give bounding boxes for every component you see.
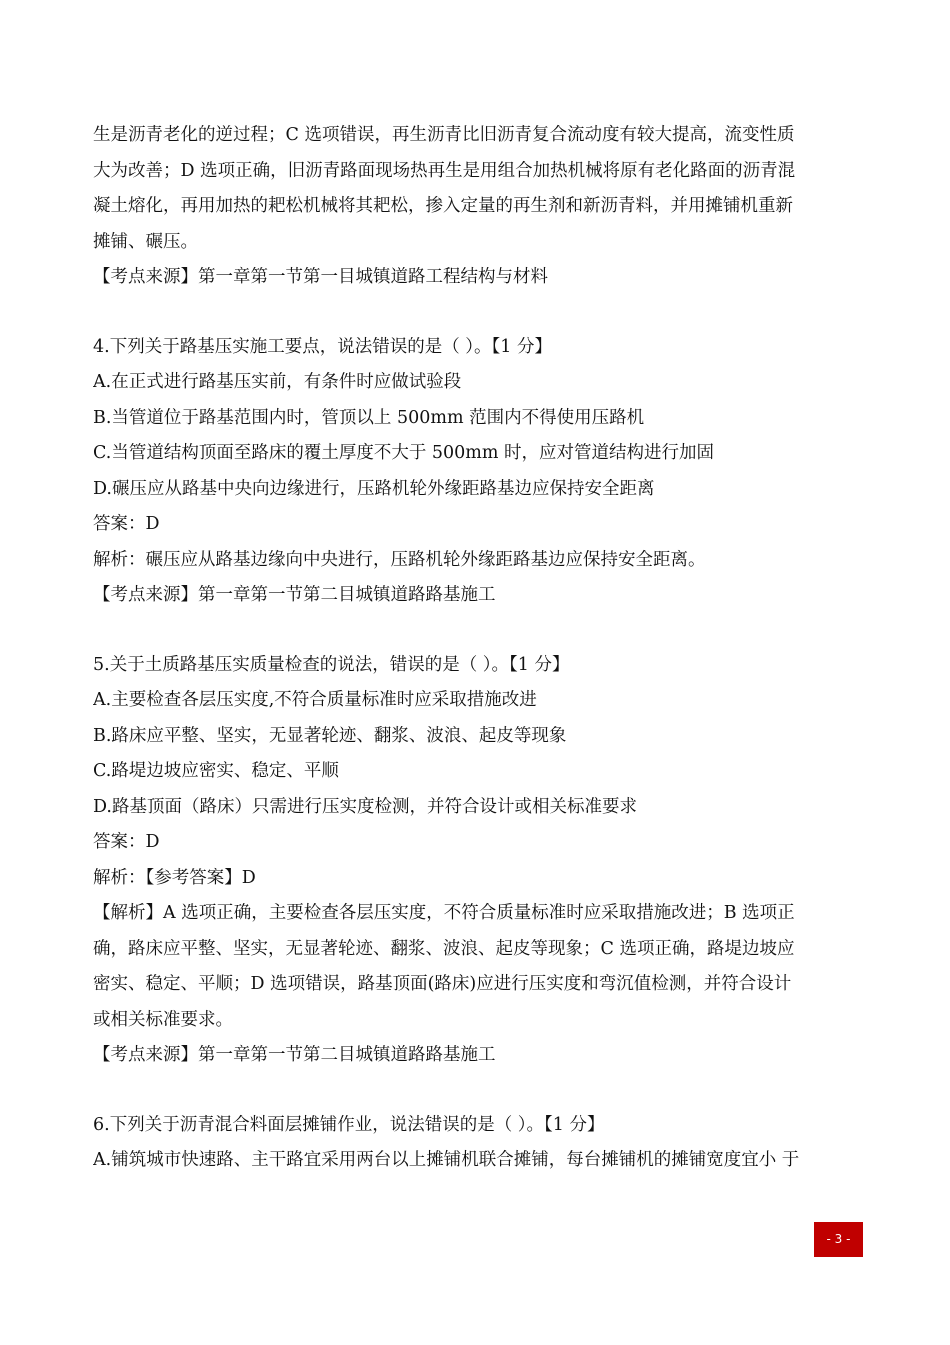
question-5-explanation-line: 或相关标准要求。 <box>93 1009 233 1030</box>
page-body <box>93 118 873 1179</box>
page-number-badge: - 3 - <box>814 1222 863 1257</box>
source-note: 【考点来源】第一章第一节第一目城镇道路工程结构与材料 <box>93 267 548 287</box>
question-5-option-c: C.路堤边坡应密实、稳定、平顺 <box>93 761 339 781</box>
paragraph-line: 凝土熔化，再用加热的耙松机械将其耙松，掺入定量的再生剂和新沥青料，并用摊铺机重新 <box>93 196 793 216</box>
question-5-title: 5.关于土质路基压实质量检查的说法，错误的是（ ）。【1 分】 <box>93 654 570 675</box>
paragraph-line: 摊铺、碾压。 <box>93 231 198 252</box>
question-4-source: 【考点来源】第一章第一节第二目城镇道路路基施工 <box>93 585 496 605</box>
paragraph-line: 生是沥青老化的逆过程；C 选项错误，再生沥青比旧沥青复合流动度有较大提高，流变性质 <box>93 125 795 145</box>
question-5-analysis: 解析：【参考答案】D <box>93 867 256 888</box>
question-5-answer: 答案：D <box>93 832 160 852</box>
question-4-option-c: C.当管道结构顶面至路床的覆土厚度不大于 500mm 时，应对管道结构进行加固 <box>93 443 715 463</box>
question-4-option-a: A.在正式进行路基压实前，有条件时应做试验段 <box>93 372 462 392</box>
question-4-analysis: 解析：碾压应从路基边缘向中央进行，压路机轮外缘距路基边应保持安全距离。 <box>93 549 706 570</box>
spacer <box>93 614 873 648</box>
question-4-option-b: B.当管道位于路基范围内时，管顶以上 500mm 范围内不得使用压路机 <box>93 407 645 428</box>
question-5-option-b: B.路床应平整、坚实，无显著轮迹、翻浆、波浪、起皮等现象 <box>93 725 567 746</box>
question-5-explanation-line: 【解析】A 选项正确，主要检查各层压实度，不符合质量标准时应采取措施改进；B 选项正 <box>93 903 795 923</box>
question-5-option-d: D.路基顶面（路床）只需进行压实度检测，并符合设计或相关标准要求 <box>93 796 637 817</box>
question-6-title: 6.下列关于沥青混合料面层摊铺作业，说法错误的是（ ）。【1 分】 <box>93 1114 605 1135</box>
question-5-option-a: A.主要检查各层压实度,不符合质量标准时应采取措施改进 <box>93 690 537 710</box>
question-5-explanation-line: 密实、稳定、平顺；D 选项错误，路基顶面(路床)应进行压实度和弯沉值检测，并符合设计 <box>93 974 792 994</box>
question-4-option-d: D.碾压应从路基中央向边缘进行，压路机轮外缘距路基边应保持安全距离 <box>93 478 655 499</box>
question-4-answer: 答案：D <box>93 514 160 534</box>
paragraph-line: 大为改善；D 选项正确，旧沥青路面现场热再生是用组合加热机械将原有老化路面的沥青混 <box>93 160 796 181</box>
question-4-title: 4.下列关于路基压实施工要点，说法错误的是（ ）。【1 分】 <box>93 336 552 357</box>
question-6-option-a: A.铺筑城市快速路、主干路宜采用两台以上摊铺机联合摊铺，每台摊铺机的摊铺宽度宜小 于 <box>93 1150 800 1170</box>
spacer <box>93 1074 873 1108</box>
question-5-source: 【考点来源】第一章第一节第二目城镇道路路基施工 <box>93 1045 496 1065</box>
question-5-explanation-line: 确，路床应平整、坚实，无显著轮迹、翻浆、波浪、起皮等现象；C 选项正确，路堤边坡应 <box>93 938 795 959</box>
spacer <box>93 296 873 330</box>
